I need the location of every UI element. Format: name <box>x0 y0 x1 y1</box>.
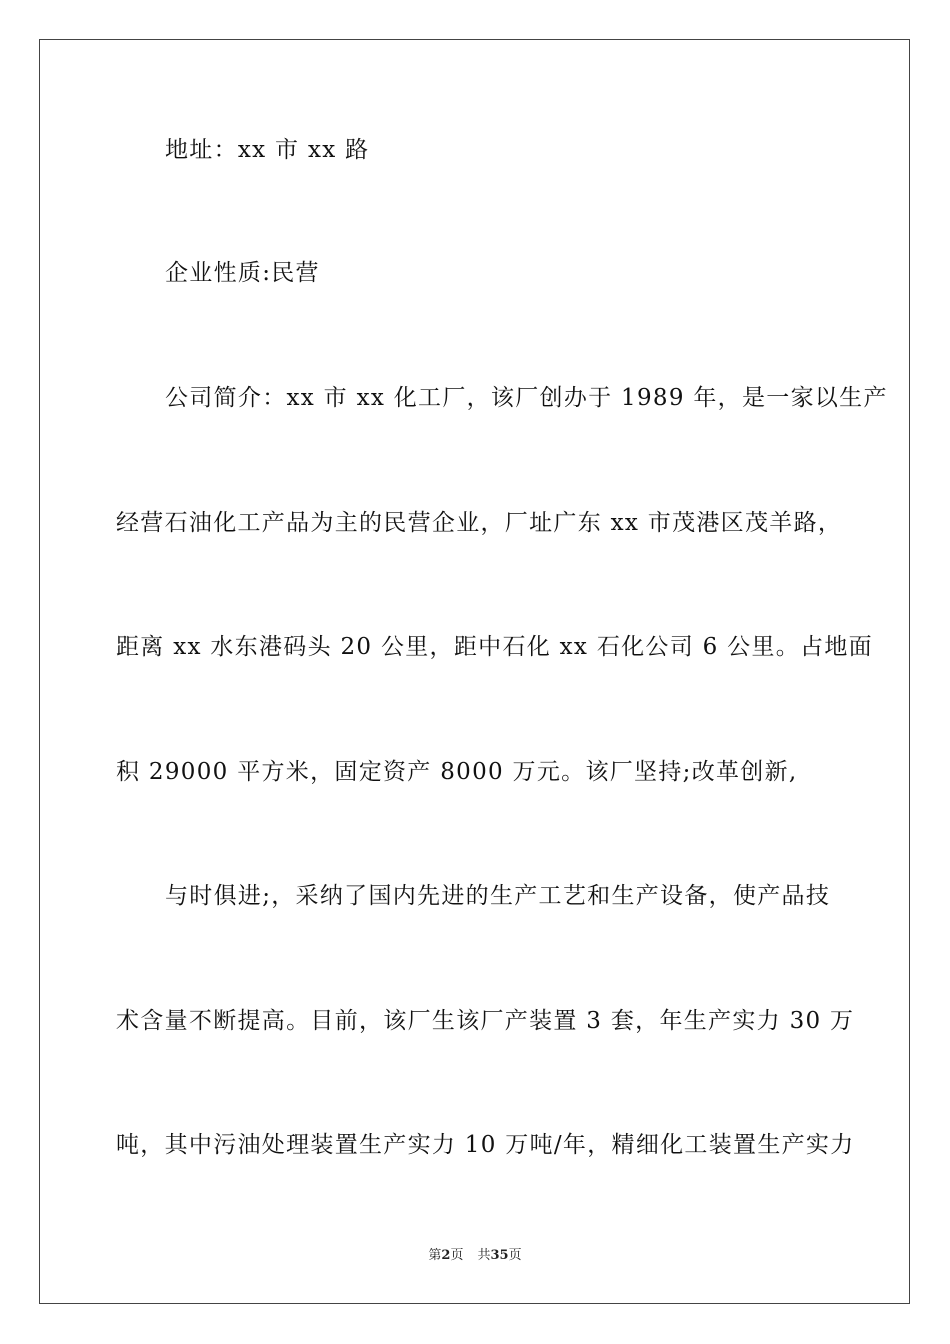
paragraph-line: 积 29000 平方米，固定资产 8000 万元。该厂坚持;改革创新, <box>116 759 798 785</box>
paragraph-line: 吨，其中污油处理装置生产实力 10 万吨/年，精细化工装置生产实力 <box>116 1132 855 1158</box>
page-suffix: 页 <box>450 1248 464 1263</box>
page-footer <box>0 1247 950 1265</box>
address-line: 地址：xx 市 xx 路 <box>165 137 370 163</box>
paragraph-line: 术含量不断提高。目前，该厂生该厂产装置 3 套，年生产实力 30 万 <box>116 1008 855 1034</box>
total-prefix: 共 <box>477 1248 491 1263</box>
paragraph-line: 距离 xx 水东港码头 20 公里，距中石化 xx 石化公司 6 公里。占地面 <box>116 634 873 660</box>
company-type-line: 企业性质:民营 <box>165 260 320 286</box>
paragraph-line: 经营石油化工产品为主的民营企业，厂址广东 xx 市茂港区茂羊路， <box>116 510 843 536</box>
page-border <box>39 39 910 1304</box>
total-pages: 35 <box>490 1248 509 1263</box>
page-number: 2 <box>441 1248 451 1263</box>
page-prefix: 第 <box>428 1248 442 1263</box>
paragraph-line: 与时俱进;，采纳了国内先进的生产工艺和生产设备，使产品技 <box>165 883 831 909</box>
total-suffix: 页 <box>508 1248 522 1263</box>
paragraph-line: 公司简介：xx 市 xx 化工厂，该厂创办于 1989 年，是一家以生产 <box>165 385 888 411</box>
